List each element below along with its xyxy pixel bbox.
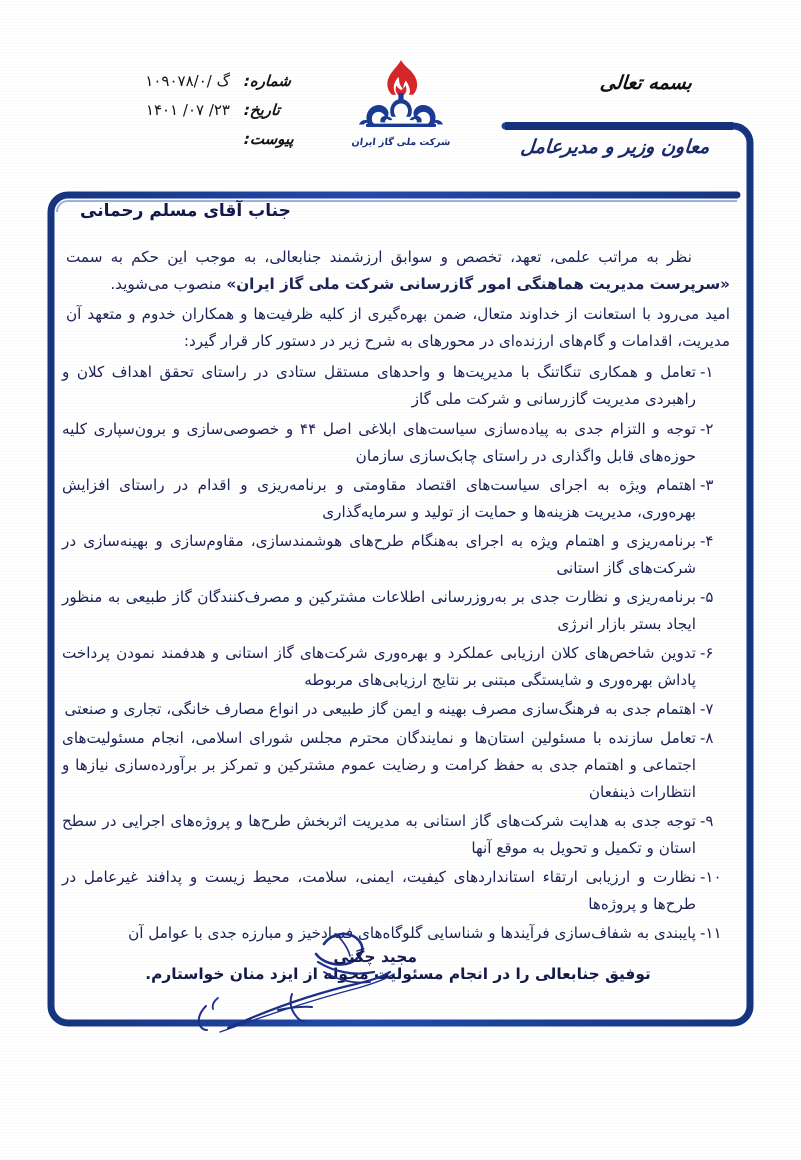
list-item-text: برنامه‌ریزی و اهتمام ویژه به اجرای به‌هنگام طرح‌های هوشمندسازی، مقاوم‌سازی و بهینه‌سازی در شرکت‌های گاز استانی <box>62 531 696 577</box>
list-item-number: ۷- <box>700 700 714 718</box>
list-item-number: ۱۱- <box>700 924 722 943</box>
signature-block <box>132 938 452 1038</box>
appointed-position: «سرپرست مدیریت هماهنگی امور گازرسانی شرکت ملی گاز ایران» <box>226 275 730 294</box>
list-item <box>62 640 734 694</box>
list-item-number: ۹- <box>700 812 714 831</box>
meta-row-number <box>46 72 306 101</box>
directive-list <box>62 359 734 947</box>
role-title: معاون وزیر و مدیرعامل <box>519 136 711 158</box>
list-item-text: توجه جدی به هدایت شرکت‌های گاز استانی به مدیریت اثربخش طرح‌ها و پروژه‌های اجرایی در سطح استان و تکمیل و تحویل به موقع آنها <box>62 812 696 858</box>
letterhead-header <box>0 0 801 190</box>
list-item-number: ۶- <box>700 643 714 662</box>
list-item-text: توجه و التزام جدی به پیاده‌سازی سیاست‌های ابلاغی اصل ۴۴ و خصوصی‌سازی و برون‌سپاری کلیه حوزه‌های قابل واگذاری در راستای چابک‌سازی سازمان <box>62 419 697 465</box>
number-value: گ /۱۰۹۰۷۸/۰ <box>145 72 230 90</box>
invocation-text: بسمه تعالی <box>599 72 693 94</box>
list-item <box>62 528 734 582</box>
organization-logo-block <box>339 58 463 148</box>
number-label: شماره: <box>243 72 292 90</box>
signatory-name: مجید چگنی <box>333 948 417 966</box>
meta-row-attachment <box>46 130 306 159</box>
list-item-number: ۳- <box>700 475 714 494</box>
list-item <box>62 864 734 918</box>
list-item-number: ۵- <box>700 587 714 606</box>
list-item-text: اهتمام جدی به فرهنگ‌سازی مصرف بهینه و ایمن گاز طبیعی در انواع مصارف خانگی، تجاری و صنعتی <box>64 700 696 718</box>
list-item <box>62 472 734 526</box>
meta-row-date <box>46 101 306 130</box>
list-item-number: ۲- <box>700 419 714 438</box>
list-item-text: تعامل و همکاری تنگاتنگ با مدیریت‌ها و واحدهای مستقل ستادی در راستای تحقق اهداف کلان و راهبردی مدیریت گازرسانی و شرکت ملی گاز <box>62 363 696 409</box>
date-label: تاریخ: <box>243 101 281 119</box>
list-item-number: ۱۰- <box>700 868 722 887</box>
list-item-text: اهتمام ویژه به اجرای سیاست‌های اقتصاد مقاومتی و برنامه‌ریزی و اقدام در راستای افزایش بهره‌وری، مدیریت هزینه‌ها و حمایت از تولید و سرمایه‌گذاری <box>62 475 696 521</box>
date-value: ۱۴۰۱ /۰۷ /۲۳ <box>145 101 230 119</box>
list-item-text: تدوین شاخص‌های کلان ارزیابی عملکرد و بهره‌وری شرکت‌های گاز استانی و هدفمند نمودن پرداخت پاداش بهره‌وری و شایستگی مبتنی بر نتایج ارزیابی‌های مربوطه <box>62 643 696 689</box>
list-item <box>62 359 734 413</box>
salutation: جناب آقای مسلم رحمانی <box>80 201 291 221</box>
organization-caption: شرکت ملی گاز ایران <box>351 137 451 148</box>
list-item <box>62 808 734 862</box>
letter-body <box>62 196 734 989</box>
paragraph-intro-lead: نظر به مراتب علمی، تعهد، تخصص و سوابق ارزشمند جنابعالی، به موجب این حکم به سمت <box>66 248 692 267</box>
nigc-flame-logo-icon <box>339 58 463 136</box>
list-item <box>62 725 734 806</box>
list-item-text: تعامل سازنده با مسئولین استان‌ها و نمایندگان محترم مجلس شورای اسلامی، انجام مسئولیت‌های اجتماعی و اهتمام جدی به حفظ کرامت و رضایت عموم مشترکین و تمرکز بر برآورده‌سازی نیازها و انتظارات ذینفعان <box>62 729 696 802</box>
attachment-label: پیوست: <box>243 130 295 148</box>
list-item-number: ۱- <box>700 363 714 382</box>
list-item-number: ۴- <box>700 531 714 550</box>
letter-meta-block <box>46 72 306 159</box>
list-item-text: نظارت و ارزیابی ارتقاء استانداردهای کیفیت، ایمنی، سلامت، محیط زیست و پدافند غیرعامل در طرح‌ها و پروژه‌ها <box>62 868 696 914</box>
list-item <box>62 416 734 470</box>
list-item-text: برنامه‌ریزی و نظارت جدی بر به‌روزرسانی اطلاعات مشترکین و مصرف‌کنندگان گاز طبیعی به منظور ایجاد بستر بازار انرژی <box>62 587 696 633</box>
list-item <box>62 584 734 638</box>
paragraph-intro <box>62 244 734 298</box>
list-item-number: ۸- <box>700 729 714 748</box>
paragraph-intro-tail: منصوب می‌شوید. <box>110 275 227 294</box>
list-item-text: پایبندی به شفاف‌سازی فرآیندها و شناسایی گلوگاه‌های فسادخیز و مبارزه جدی با عوامل آن <box>128 924 696 943</box>
paragraph-hope: امید می‌رود با استعانت از خداوند متعال، ضمن بهره‌گیری از کلیه ظرفیت‌ها و همکاران خدوم و متعهد آن مدیریت، اقدامات و گام‌های ارزنده‌ای در محورهای به شرح زیر در دستور کار قرار گیرد: <box>66 305 730 351</box>
closing-statement: توفیق جنابعالی را در انجام مسئولیت محوله از ایزد منان خواستارم. <box>145 965 651 984</box>
list-item <box>62 696 734 723</box>
